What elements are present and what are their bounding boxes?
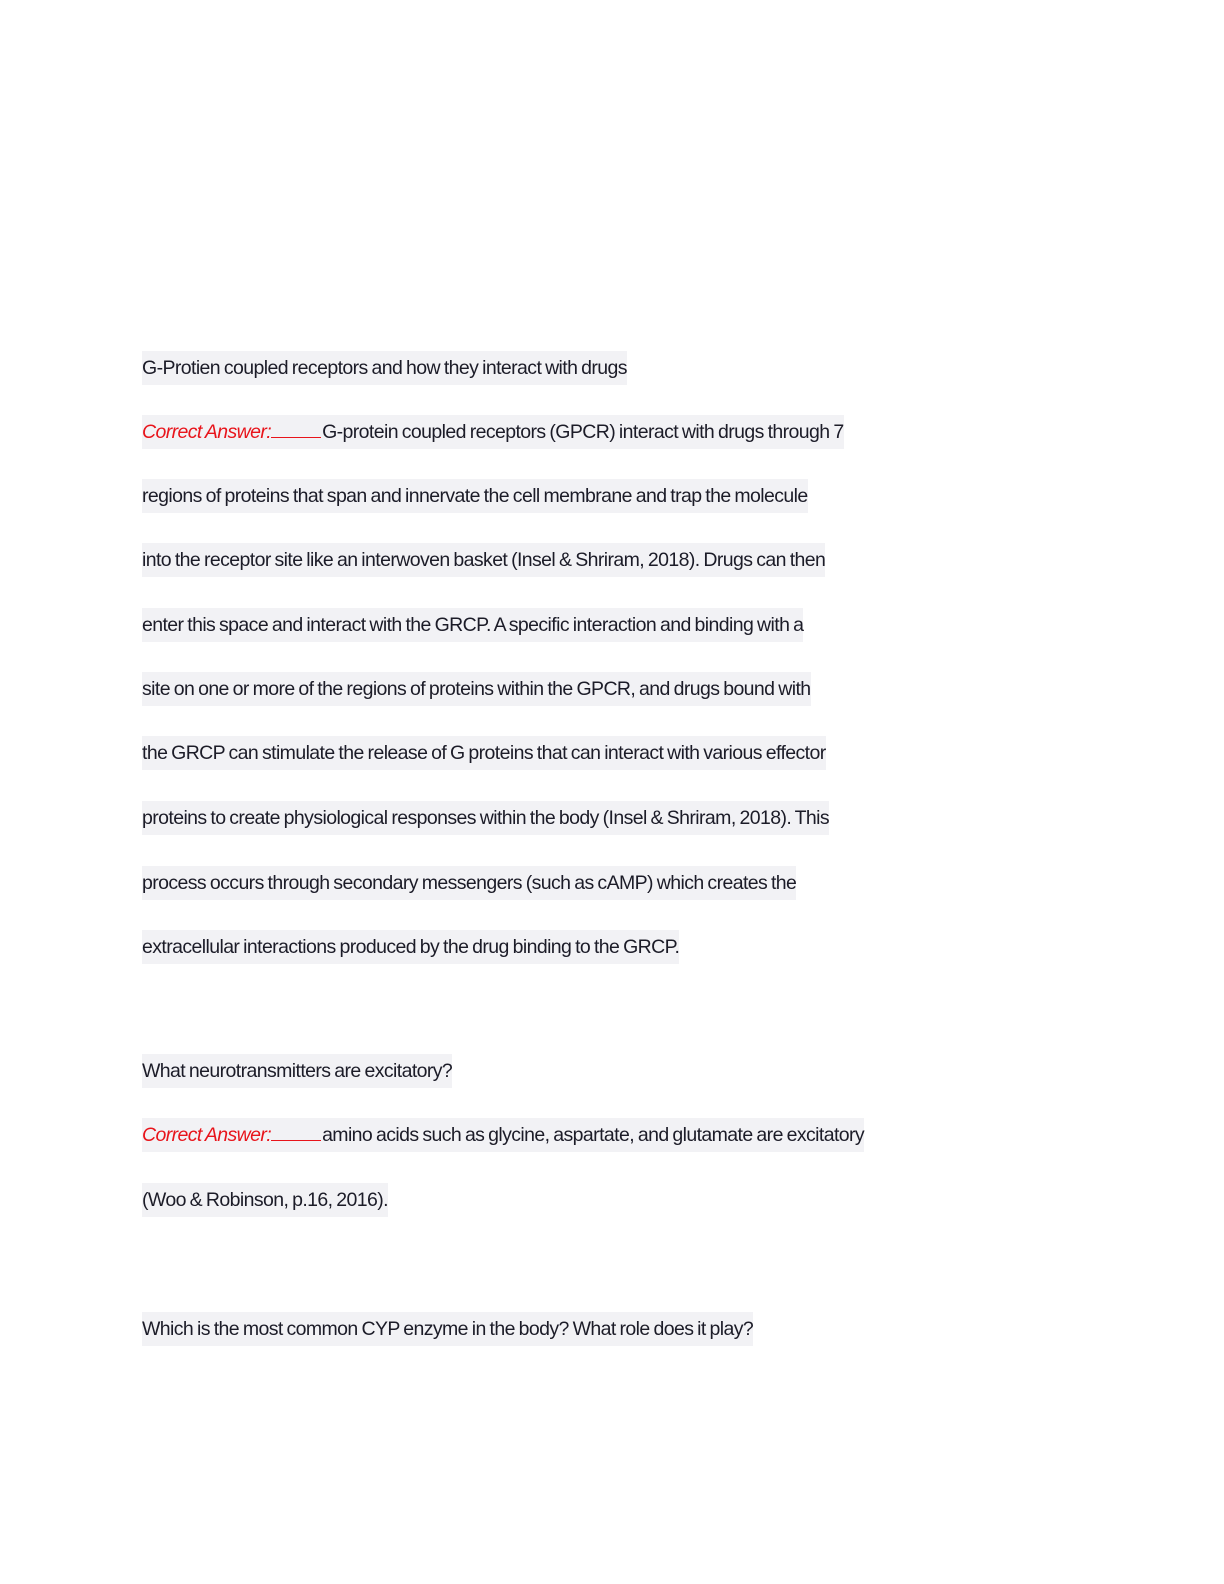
answer-1-line-8 bbox=[142, 866, 796, 900]
answer-2-line-2 bbox=[142, 1183, 388, 1217]
answer-1-text: G-protein coupled receptors (GPCR) interact with drugs through 7 bbox=[322, 421, 844, 443]
answer-1-line-2 bbox=[142, 479, 808, 513]
answer-blank-underline bbox=[271, 1139, 321, 1141]
answer-1-text: proteins to create physiological responses within the body (Insel & Shriram, 2018). This bbox=[142, 807, 830, 829]
question-3 bbox=[142, 1312, 753, 1346]
answer-1-line-5 bbox=[142, 672, 811, 706]
answer-1-text: regions of proteins that span and innervate the cell membrane and trap the molecule bbox=[142, 485, 808, 507]
question-1-text: G-Protien coupled receptors and how they interact with drugs bbox=[142, 357, 627, 379]
answer-1-text: the GRCP can stimulate the release of G proteins that can interact with various effector bbox=[142, 742, 826, 764]
question-2-text: What neurotransmitters are excitatory? bbox=[142, 1060, 453, 1082]
question-1 bbox=[142, 351, 627, 385]
answer-1-line-3 bbox=[142, 543, 825, 577]
correct-answer-label: Correct Answer: bbox=[142, 1124, 272, 1146]
answer-2-line-1 bbox=[142, 1118, 864, 1152]
question-2 bbox=[142, 1054, 452, 1088]
answer-1-text: site on one or more of the regions of proteins within the GPCR, and drugs bound with bbox=[142, 678, 811, 700]
answer-1-text: into the receptor site like an interwoven basket (Insel & Shriram, 2018). Drugs can then bbox=[142, 549, 826, 571]
answer-1-line-1 bbox=[142, 415, 844, 449]
answer-2-text: (Woo & Robinson, p.16, 2016). bbox=[142, 1189, 388, 1211]
answer-1-line-7 bbox=[142, 801, 829, 835]
answer-1-text: enter this space and interact with the GRCP. A specific interaction and binding with a bbox=[142, 614, 804, 636]
answer-1-text: process occurs through secondary messengers (such as cAMP) which creates the bbox=[142, 872, 797, 894]
answer-1-line-4 bbox=[142, 608, 803, 642]
answer-1-line-6 bbox=[142, 736, 826, 770]
answer-2-text: amino acids such as glycine, aspartate, and glutamate are excitatory bbox=[322, 1124, 865, 1146]
answer-1-line-9 bbox=[142, 930, 679, 964]
question-3-text: Which is the most common CYP enzyme in the body? What role does it play? bbox=[142, 1318, 754, 1340]
answer-1-text: extracellular interactions produced by the drug binding to the GRCP. bbox=[142, 936, 680, 958]
correct-answer-label: Correct Answer: bbox=[142, 421, 272, 443]
answer-blank-underline bbox=[271, 436, 321, 438]
